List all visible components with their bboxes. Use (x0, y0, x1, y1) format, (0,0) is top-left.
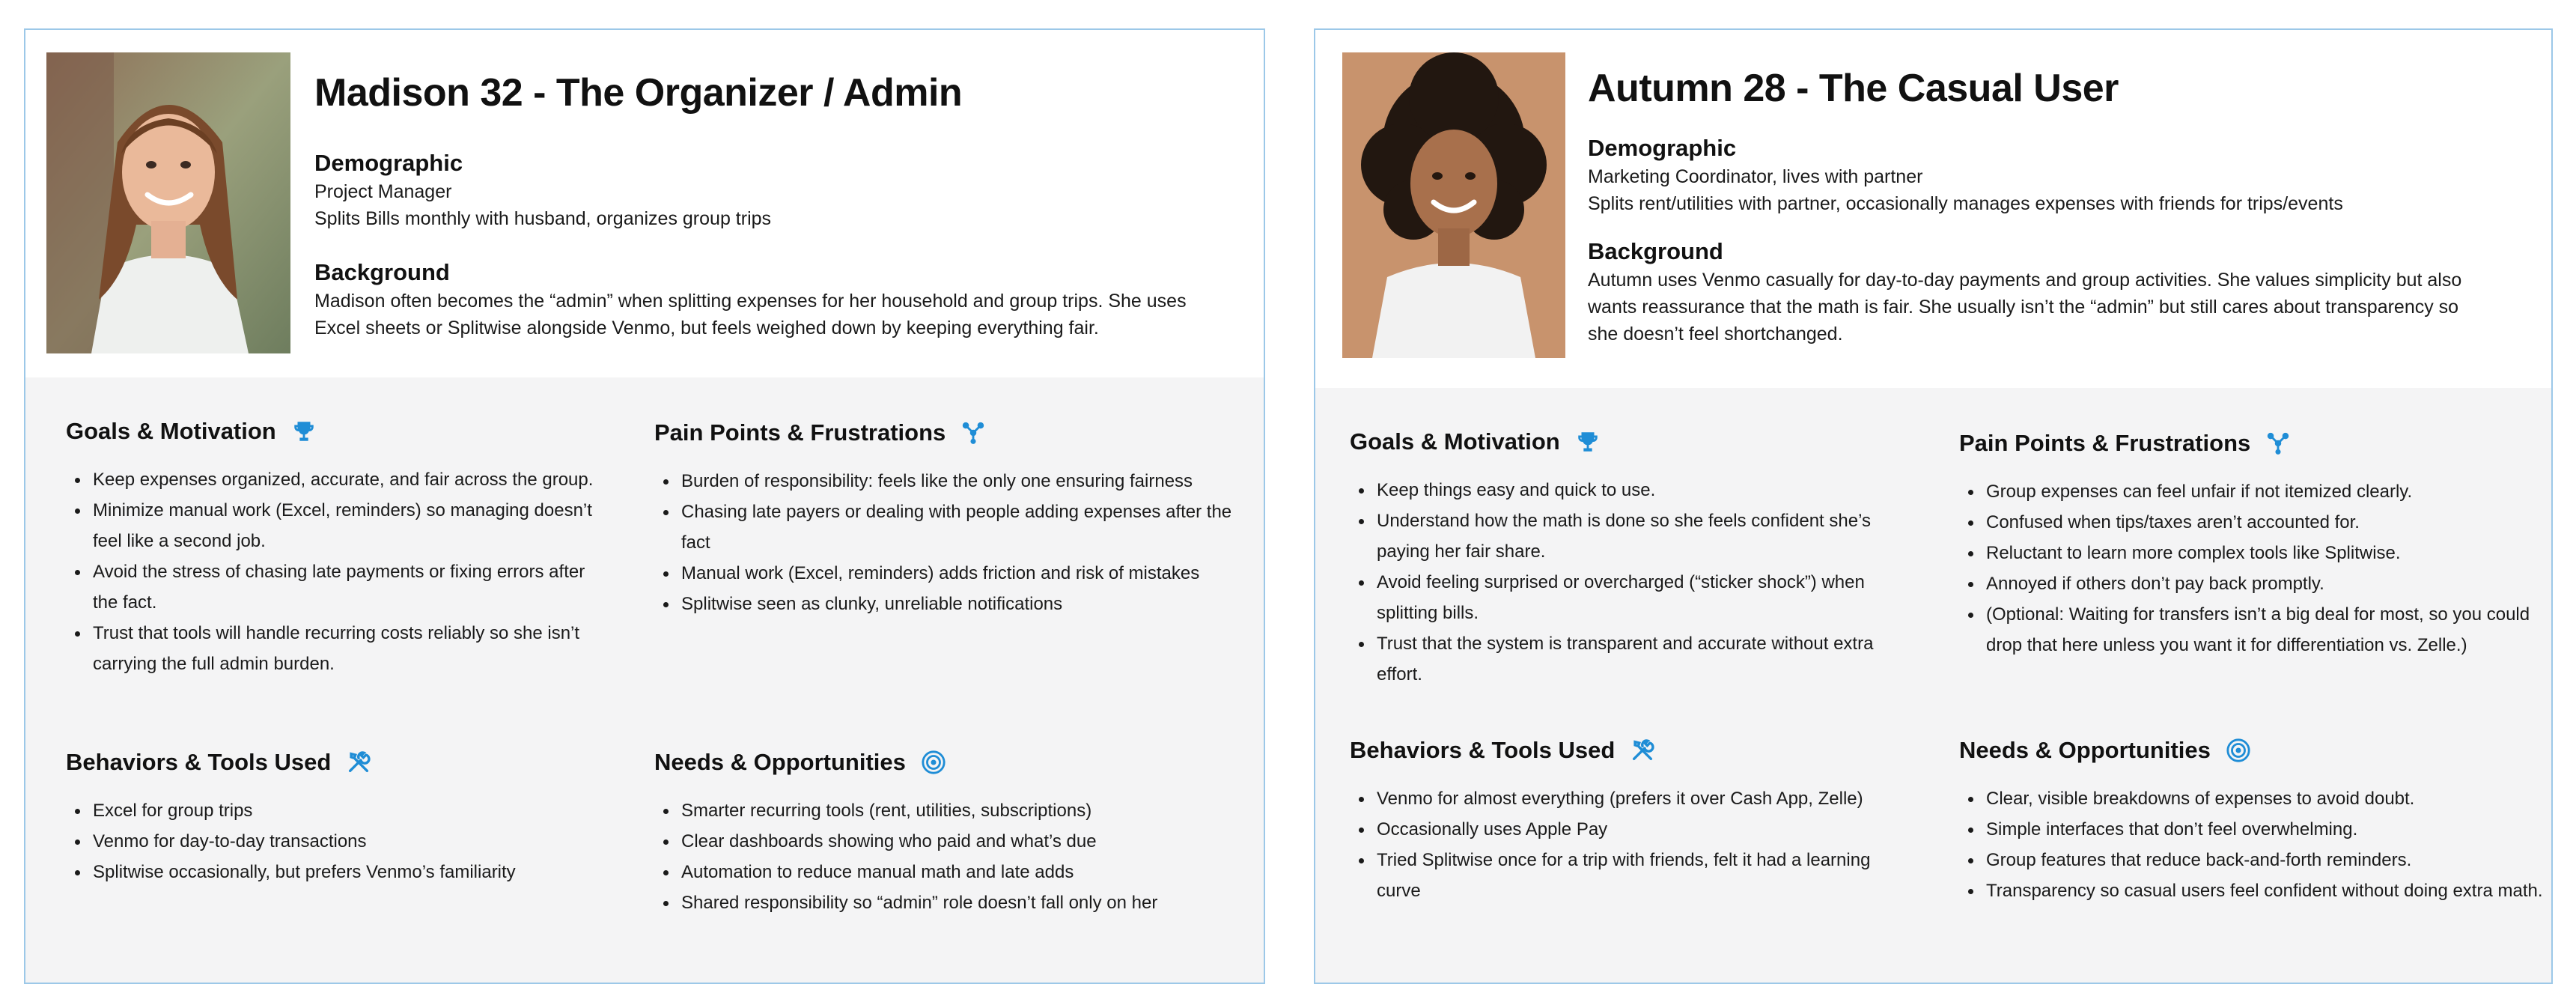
goals-list (1350, 475, 1919, 690)
list-item: Minimize manual work (Excel, reminders) so managing doesn’t feel like a second job. (66, 495, 605, 556)
pain-points-list (654, 466, 1246, 619)
section-title-text: Pain Points & Frustrations (654, 419, 946, 446)
list-item: Venmo for almost everything (prefers it over Cash App, Zelle) (1350, 783, 1919, 814)
demographic-heading: Demographic (1588, 135, 1737, 161)
persona-photo (1342, 52, 1565, 358)
list-item: Confused when tips/taxes aren’t accounted for. (1959, 507, 2543, 538)
persona-header (25, 30, 1264, 377)
section-title (66, 747, 605, 777)
list-item: Tried Splitwise once for a trip with friends, felt it had a learning curve (1350, 845, 1919, 906)
persona-photo (46, 52, 290, 353)
section-title-text: Goals & Motivation (1350, 428, 1560, 455)
persona-title: Autumn 28 - The Casual User (1588, 67, 2119, 110)
list-item: Smarter recurring tools (rent, utilities, subscriptions) (654, 795, 1246, 826)
section-title (1959, 735, 2543, 765)
section-title (1350, 427, 1919, 457)
tools-icon (346, 750, 371, 775)
behaviors-section (66, 747, 605, 887)
pain-points-list (1959, 476, 2543, 661)
persona-card-madison (24, 28, 1265, 984)
list-item: Splitwise occasionally, but prefers Venmo’s familiarity (66, 857, 605, 887)
section-title (66, 416, 605, 446)
section-title-text: Behaviors & Tools Used (1350, 737, 1616, 763)
network-icon (2265, 431, 2291, 456)
section-title-text: Needs & Opportunities (1959, 737, 2211, 763)
list-item: Chasing late payers or dealing with people adding expenses after the fact (654, 497, 1246, 558)
trophy-icon (1575, 429, 1601, 455)
persona-details (1315, 388, 2551, 983)
list-item: Shared responsibility so “admin” role doesn’t fall only on her (654, 887, 1246, 918)
persona-intro (314, 69, 1234, 341)
list-item: Automation to reduce manual math and late adds (654, 857, 1246, 887)
goals-section (66, 416, 605, 679)
persona-header (1315, 30, 2551, 388)
persona-card-autumn (1314, 28, 2553, 984)
network-icon (960, 420, 986, 446)
list-item: Understand how the math is done so she feels confident she’s paying her fair share. (1350, 505, 1919, 567)
list-item: Manual work (Excel, reminders) adds friction and risk of mistakes (654, 558, 1246, 589)
behaviors-section (1350, 735, 1919, 906)
needs-list (1959, 783, 2543, 906)
section-title-text: Needs & Opportunities (654, 749, 906, 775)
background-line: Madison often becomes the “admin” when splitting expenses for her household and group trips. She uses (314, 291, 1187, 312)
goals-list (66, 464, 605, 679)
list-item: Annoyed if others don’t pay back promptly. (1959, 568, 2543, 599)
list-item: Transparency so casual users feel confident without doing extra math. (1959, 875, 2543, 906)
needs-section (1959, 735, 2543, 906)
persona-details (25, 377, 1264, 983)
list-item: Avoid the stress of chasing late payments or fixing errors after the fact. (66, 556, 605, 618)
persona-title: Madison 32 - The Organizer / Admin (314, 71, 963, 115)
target-icon (2226, 738, 2251, 763)
demographic-line: Splits rent/utilities with partner, occasionally manages expenses with friends for trips/events (1588, 193, 2343, 214)
behaviors-list (66, 795, 605, 887)
section-title-text: Behaviors & Tools Used (66, 749, 332, 775)
list-item: Venmo for day-to-day transactions (66, 826, 605, 857)
section-title (1959, 428, 2543, 458)
persona-intro (1588, 64, 2521, 347)
pain-points-section (654, 418, 1246, 619)
tools-icon (1630, 738, 1655, 763)
background-line: Autumn uses Venmo casually for day-to-day payments and group activities. She values simplicity but also (1588, 270, 2462, 291)
list-item: Splitwise seen as clunky, unreliable notifications (654, 589, 1246, 619)
list-item: Reluctant to learn more complex tools like Splitwise. (1959, 538, 2543, 568)
demographic-line: Marketing Coordinator, lives with partner (1588, 166, 1923, 187)
background-heading: Background (314, 259, 450, 285)
list-item: Clear, visible breakdowns of expenses to avoid doubt. (1959, 783, 2543, 814)
background-line: she doesn’t feel shortchanged. (1588, 324, 1843, 344)
demographic-line: Splits Bills monthly with husband, organizes group trips (314, 208, 772, 229)
list-item: Group expenses can feel unfair if not itemized clearly. (1959, 476, 2543, 507)
behaviors-list (1350, 783, 1919, 906)
needs-section (654, 747, 1246, 918)
list-item: Excel for group trips (66, 795, 605, 826)
trophy-icon (291, 419, 317, 444)
background-heading: Background (1588, 238, 1723, 264)
section-title (654, 747, 1246, 777)
pain-points-section (1959, 428, 2543, 661)
goals-section (1350, 427, 1919, 690)
background-line: Excel sheets or Splitwise alongside Venmo, but feels weighed down by keeping everything fair. (314, 318, 1099, 338)
list-item: Burden of responsibility: feels like the only one ensuring fairness (654, 466, 1246, 497)
list-item: Keep things easy and quick to use. (1350, 475, 1919, 505)
demographic-line: Project Manager (314, 181, 452, 202)
section-title-text: Goals & Motivation (66, 418, 276, 444)
list-item: Trust that tools will handle recurring costs reliably so she isn’t carrying the full admin burden. (66, 618, 605, 679)
list-item: Clear dashboards showing who paid and what’s due (654, 826, 1246, 857)
section-title (1350, 735, 1919, 765)
list-item: Occasionally uses Apple Pay (1350, 814, 1919, 845)
list-item: Keep expenses organized, accurate, and fair across the group. (66, 464, 605, 495)
section-title (654, 418, 1246, 448)
list-item: Simple interfaces that don’t feel overwhelming. (1959, 814, 2543, 845)
target-icon (921, 750, 946, 775)
section-title-text: Pain Points & Frustrations (1959, 430, 2251, 456)
needs-list (654, 795, 1246, 918)
list-item: (Optional: Waiting for transfers isn’t a big deal for most, so you could drop that here unless you want it for differentiation vs. Zelle.) (1959, 599, 2543, 661)
list-item: Trust that the system is transparent and accurate without extra effort. (1350, 628, 1919, 690)
list-item: Group features that reduce back-and-forth reminders. (1959, 845, 2543, 875)
list-item: Avoid feeling surprised or overcharged (“sticker shock”) when splitting bills. (1350, 567, 1919, 628)
background-line: wants reassurance that the math is fair. She usually isn’t the “admin” but still cares about transparency so (1588, 297, 2459, 318)
demographic-heading: Demographic (314, 150, 463, 176)
